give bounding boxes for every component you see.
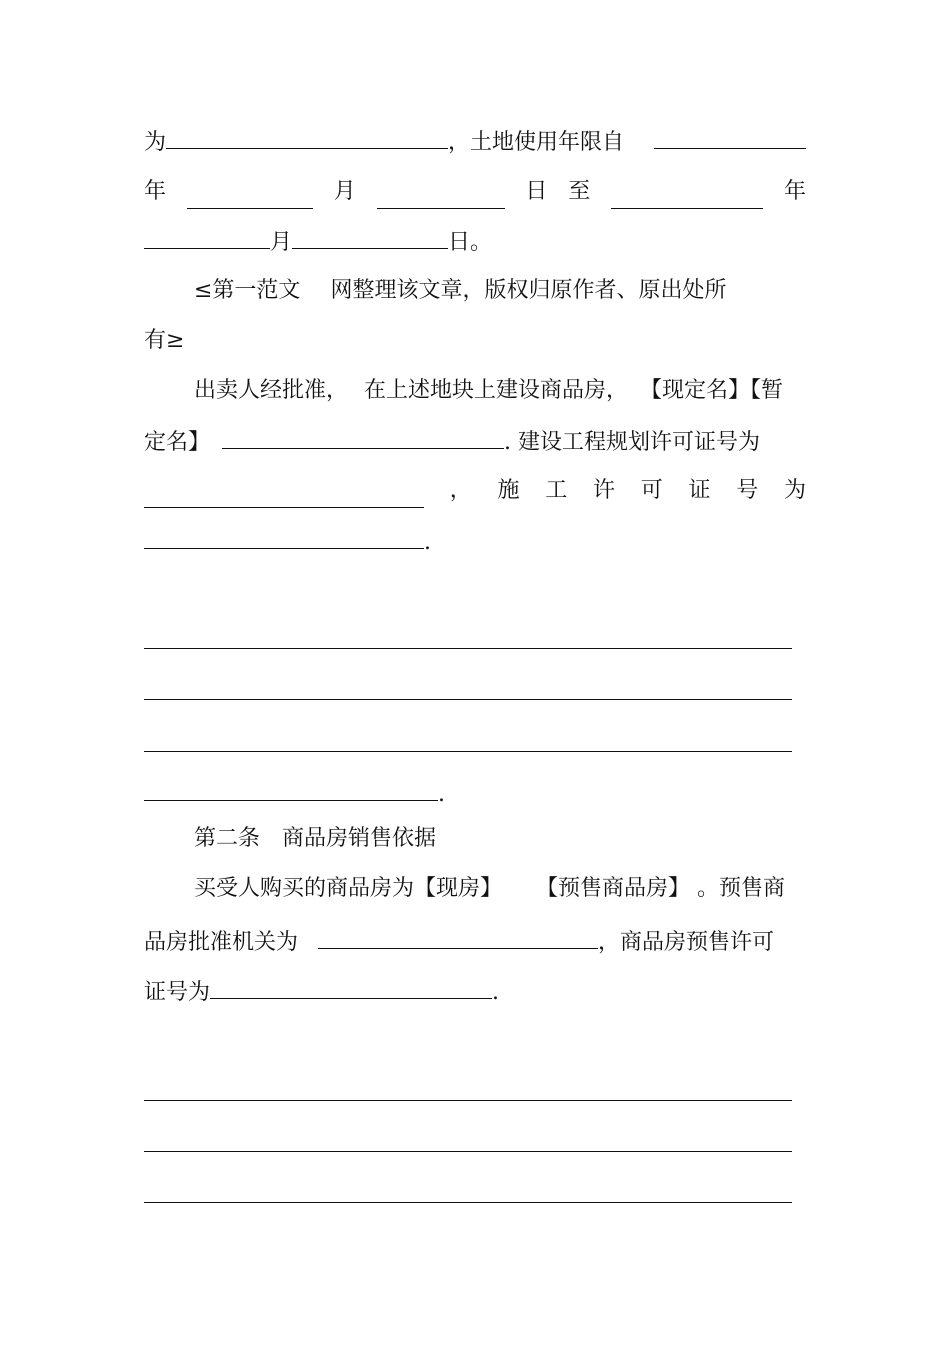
p2-d: ，商品房预售许可: [598, 930, 775, 955]
fill-rule-6[interactable]: [144, 1151, 792, 1152]
blank-start-month[interactable]: [187, 176, 313, 209]
text-day-end: 日。: [448, 230, 493, 255]
text-month: 月: [333, 179, 356, 204]
construction-permit-line: [144, 466, 806, 516]
p1-g6: 为: [783, 478, 806, 503]
blank-start-day[interactable]: [377, 176, 505, 209]
text-day: 日: [525, 179, 548, 204]
text-month-end: 月: [270, 230, 293, 255]
p1-h: .: [424, 530, 431, 555]
p1-g2: 许: [592, 478, 615, 503]
buyer-purchase-line: [194, 864, 806, 914]
p2-b: 【预售商品房】 。预售商: [536, 876, 786, 901]
note-end: 有≥: [144, 328, 185, 353]
text-wei: 为: [144, 130, 167, 155]
p2-f: .: [492, 980, 500, 1005]
fill-rule-1[interactable]: [144, 648, 792, 649]
p1-c: 【现定名】【暂: [640, 378, 784, 403]
blank-project-name[interactable]: [222, 416, 504, 449]
blank-land-use[interactable]: [166, 116, 448, 149]
text-land-term: ，土地使用年限自: [448, 130, 625, 155]
text-to: 至: [568, 179, 591, 204]
source-note-end: [144, 316, 806, 366]
blank-presale-permit[interactable]: [210, 966, 492, 999]
blank-end-day[interactable]: [292, 216, 448, 249]
p1-g0: 施: [497, 478, 520, 503]
p1-a: 出卖人经批准，: [194, 378, 349, 403]
blank-start-year[interactable]: [654, 116, 806, 149]
text-year-end: 年: [783, 179, 806, 204]
p1-e: . 建设工程规划许可证号为: [504, 430, 761, 455]
p1-g1: 工: [545, 478, 568, 503]
text-year: 年: [144, 179, 167, 204]
end-date-line: [144, 216, 806, 266]
p1-b: 在上述地块上建设商品房，: [364, 378, 629, 403]
blank-construction-permit[interactable]: [144, 516, 424, 549]
p2-a: 买受人购买的商品房为【现房】: [194, 876, 503, 901]
seller-approval-line: [194, 366, 806, 416]
project-name-line: [144, 416, 806, 466]
p1-g4: 证: [688, 478, 711, 503]
rule-end-dot: .: [438, 782, 445, 807]
blank-end-month[interactable]: [144, 216, 270, 249]
fill-rule-7[interactable]: [144, 1202, 792, 1203]
blank-end-year[interactable]: [611, 176, 763, 209]
fill-rule-4[interactable]: [144, 768, 438, 801]
land-term-line: [144, 116, 806, 166]
p2-e: 证号为: [144, 980, 211, 1005]
construction-permit-number-line: [144, 516, 806, 566]
presale-permit-line: [144, 966, 806, 1016]
fill-rule-5[interactable]: [144, 1100, 792, 1101]
note-source: ≤第一范文: [194, 278, 301, 303]
source-note: [194, 266, 806, 316]
presale-authority-line: [144, 916, 806, 966]
article-2-heading: [194, 814, 806, 864]
p2-c: 品房批准机关为: [144, 930, 299, 955]
blank-planning-permit[interactable]: [144, 475, 424, 508]
p1-g3: 可: [640, 478, 663, 503]
blank-approval-authority[interactable]: [318, 916, 598, 949]
date-range-line: [144, 167, 806, 217]
fill-rule-end-line: [144, 768, 806, 818]
article-2-number: 第二条: [194, 826, 261, 851]
p1-f: ，: [449, 478, 472, 503]
article-2-title: 商品房销售依据: [282, 826, 437, 851]
fill-rule-2[interactable]: [144, 699, 792, 700]
note-copyright: 网整理该文章，版权归原作者、原出处所: [330, 278, 727, 303]
p1-g5: 号: [736, 478, 759, 503]
fill-rule-3[interactable]: [144, 751, 792, 752]
p1-d: 定名】: [144, 430, 211, 455]
